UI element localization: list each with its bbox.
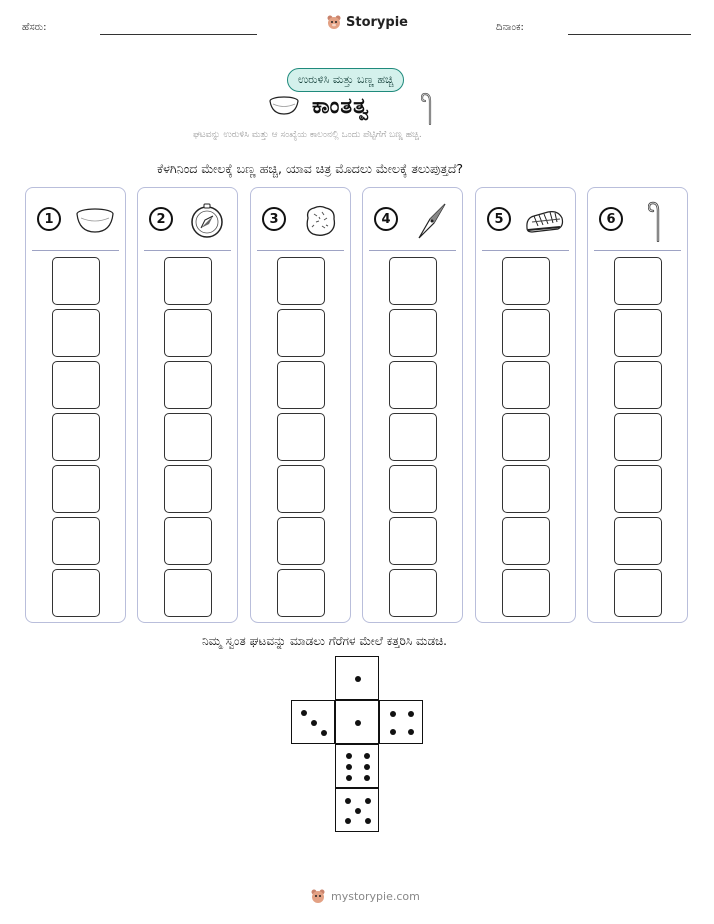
footer	[310, 888, 420, 904]
column-3	[250, 187, 351, 623]
column-6	[587, 187, 688, 623]
color-box[interactable]	[614, 413, 662, 461]
dice-face-3[interactable]	[291, 700, 335, 744]
dice-face-1[interactable]	[335, 656, 379, 700]
color-box[interactable]	[614, 309, 662, 357]
dice-face-1[interactable]	[335, 700, 379, 744]
color-box[interactable]	[52, 413, 100, 461]
color-box[interactable]	[277, 517, 325, 565]
question-text: ಕೆಳಗಿನಿಂದ ಮೇಲಕ್ಕೆ ಬಣ್ಣ ಹಚ್ಚಿ, ಯಾವ ಚಿತ್ರ ಮೊದಲು ಮೇಲಕ್ಕೆ ತಲುಪುತ್ತದೆ?	[157, 161, 464, 176]
color-box[interactable]	[502, 257, 550, 305]
column-number-badge: 2	[149, 207, 173, 231]
bowl-icon	[72, 200, 118, 242]
column-number-badge: 3	[262, 207, 286, 231]
dice-pip	[345, 798, 351, 804]
column-divider	[369, 250, 456, 251]
color-box[interactable]	[277, 361, 325, 409]
column-divider	[594, 250, 681, 251]
activity-pill: ಉರುಳಿಸಿ ಮತ್ತು ಬಣ್ಣ ಹಚ್ಚಿ	[287, 68, 404, 92]
color-box[interactable]	[164, 257, 212, 305]
shepherd-staff-icon	[634, 200, 680, 242]
color-box[interactable]	[277, 465, 325, 513]
color-box[interactable]	[277, 257, 325, 305]
dice-pip	[364, 753, 370, 759]
storypie-bear-icon	[310, 888, 326, 904]
color-box[interactable]	[277, 309, 325, 357]
dice-face-5[interactable]	[335, 788, 379, 832]
color-box[interactable]	[614, 257, 662, 305]
color-box[interactable]	[164, 465, 212, 513]
column-divider	[144, 250, 231, 251]
color-box[interactable]	[502, 517, 550, 565]
dice-face-4[interactable]	[379, 700, 423, 744]
color-box[interactable]	[502, 309, 550, 357]
color-box[interactable]	[164, 517, 212, 565]
dice-instruction: ನಿಮ್ಮ ಸ್ವಂತ ಘಟವನ್ನು ಮಾಡಲು ಗೆರೆಗಳ ಮೇಲೆ ಕತ್ತರಿಸಿ ಮಡಚಿ.	[202, 634, 447, 648]
sandal-icon	[522, 200, 568, 242]
dice-pip	[365, 798, 371, 804]
color-box[interactable]	[389, 257, 437, 305]
color-box[interactable]	[614, 361, 662, 409]
color-box[interactable]	[164, 413, 212, 461]
compass-needle-icon	[409, 200, 455, 242]
color-box[interactable]	[502, 361, 550, 409]
lodestone-rock-icon	[297, 200, 343, 242]
color-box[interactable]	[52, 517, 100, 565]
dice-pip	[390, 729, 396, 735]
color-box[interactable]	[52, 309, 100, 357]
color-box[interactable]	[389, 309, 437, 357]
color-box[interactable]	[389, 361, 437, 409]
color-box[interactable]	[502, 569, 550, 617]
dice-face-6[interactable]	[335, 744, 379, 788]
shepherd-staff-icon	[421, 91, 439, 125]
color-box[interactable]	[614, 517, 662, 565]
color-box[interactable]	[502, 413, 550, 461]
page-title: ಕಾಂತತ್ವ	[312, 94, 370, 119]
compass-icon	[184, 200, 230, 242]
dice-pip	[390, 711, 396, 717]
column-5	[475, 187, 576, 623]
dice-pip	[346, 775, 352, 781]
column-number-badge: 1	[37, 207, 61, 231]
name-label: ಹೆಸರು:	[22, 22, 47, 33]
column-divider	[257, 250, 344, 251]
column-2	[137, 187, 238, 623]
color-box[interactable]	[389, 569, 437, 617]
date-line[interactable]	[568, 34, 691, 35]
color-box[interactable]	[164, 361, 212, 409]
dice-pip	[345, 818, 351, 824]
column-divider	[32, 250, 119, 251]
dice-pip	[365, 818, 371, 824]
storypie-bear-icon	[326, 14, 342, 30]
date-label: ದಿನಾಂಕ:	[496, 22, 524, 33]
dice-pip	[355, 676, 361, 682]
color-box[interactable]	[614, 569, 662, 617]
color-box[interactable]	[614, 465, 662, 513]
column-1	[25, 187, 126, 623]
color-box[interactable]	[164, 309, 212, 357]
column-number-badge: 6	[599, 207, 623, 231]
dice-pip	[301, 710, 307, 716]
color-box[interactable]	[277, 413, 325, 461]
footer-site[interactable]: mystorypie.com	[331, 889, 420, 903]
color-box[interactable]	[164, 569, 212, 617]
color-box[interactable]	[277, 569, 325, 617]
brand-name: Storypie	[346, 14, 408, 30]
color-box[interactable]	[389, 413, 437, 461]
dice-pip	[321, 730, 327, 736]
name-line[interactable]	[100, 34, 257, 35]
dice-pip	[346, 764, 352, 770]
dice-pip	[311, 720, 317, 726]
bowl-icon	[268, 96, 300, 116]
color-box[interactable]	[502, 465, 550, 513]
instructions-subtitle: ಘಟವನ್ನು ಉರುಳಿಸಿ ಮತ್ತು ಆ ಸಂಖ್ಯೆಯ ಕಾಲಂನಲ್ಲಿ ಒಂದು ಪೆಟ್ಟಿಗೆಗೆ ಬಣ್ಣ ಹಚ್ಚಿ.	[193, 130, 422, 140]
color-box[interactable]	[52, 569, 100, 617]
color-box[interactable]	[389, 517, 437, 565]
dice-pip	[355, 720, 361, 726]
color-box[interactable]	[52, 361, 100, 409]
color-box[interactable]	[52, 465, 100, 513]
dice-pip	[408, 729, 414, 735]
color-box[interactable]	[52, 257, 100, 305]
color-box[interactable]	[389, 465, 437, 513]
dice-pip	[364, 775, 370, 781]
dice-pip	[355, 808, 361, 814]
column-4	[362, 187, 463, 623]
dice-pip	[346, 753, 352, 759]
dice-pip	[408, 711, 414, 717]
column-divider	[482, 250, 569, 251]
dice-pip	[364, 764, 370, 770]
column-number-badge: 4	[374, 207, 398, 231]
brand-logo	[326, 14, 408, 30]
column-number-badge: 5	[487, 207, 511, 231]
